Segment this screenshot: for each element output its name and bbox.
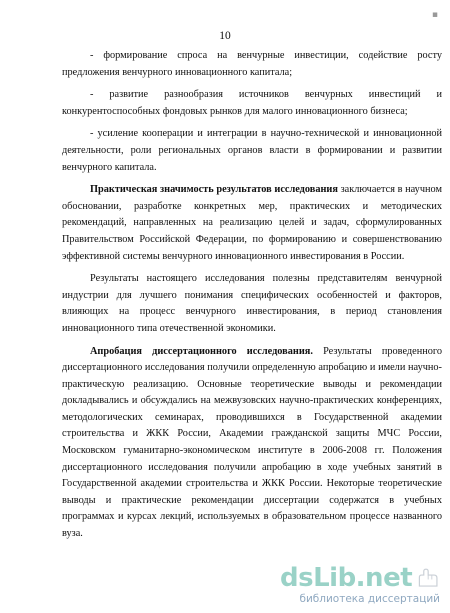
approbation-paragraph	[62, 344, 442, 543]
results-paragraph: Результаты настоящего исследования полезны представителям венчурной индустрии для лучшего понимания специфических особенностей и факторов, влияющих на процесс венчурного инвестирования, в период становления инновационного типа отечественной экономики.	[62, 273, 442, 334]
list-item: - формирование спроса на венчурные инвестиции, содействие росту предложения венчурного инновационного капитала;	[62, 50, 442, 78]
list-item: - развитие разнообразия источников венчурных инвестиций и конкурентоспособных фондовых рынков для малого инновационного бизнеса;	[62, 89, 442, 117]
practical-significance-paragraph	[62, 182, 442, 265]
corner-mark: ▪	[431, 10, 438, 20]
list-item: - усиление кооперации и интеграции в научно-технической и инновационной деятельности, роли региональных органов власти в формировании и развитии венчурного капитала.	[62, 128, 442, 173]
watermark-name: dsLib.net	[280, 563, 413, 593]
approbation-heading: Апробация диссертационного исследования.	[90, 345, 313, 357]
watermark-subtitle: библиотека диссертаций	[299, 593, 440, 605]
document-body	[62, 48, 442, 549]
practical-significance-text: заключается в научном обосновании, разработке конкретных мер, практических и методических рекомендаций, направленных на реализацию целей и задач, сформулированных Правительством Российской Федерации, по формированию и совершенствованию эффективной системы венчурного инновационного инвестирования в России.	[62, 184, 442, 262]
practical-significance-heading: Практическая значимость результатов исследования	[90, 184, 338, 196]
page-number: 10	[219, 30, 231, 42]
hand-pointer-icon	[415, 565, 440, 591]
approbation-text: Результаты проведенного диссертационного исследования получили определенную апробацию и имели научно-практическую реализацию. Основные теоретические выводы и рекомендации докладывались и обсуждались на межвузовских научно-практических конференциях, методологических семинарах, проводившихся в Государственной академии строительства и ЖКК России, Академии гражданской защиты МЧС России, Московском гуманитарно-экономическом институте в 2006-2008 гг. Положения диссертационного исследования получили апробацию в ходе учебных занятий в Государственной академии строительства и ЖКК России. Некоторые теоретические выводы и практические рекомендации диссертации содержатся в учебных программах и курсах лекций, используемых в образовательном процессе названного вуза.	[62, 345, 442, 540]
watermark	[280, 565, 440, 605]
